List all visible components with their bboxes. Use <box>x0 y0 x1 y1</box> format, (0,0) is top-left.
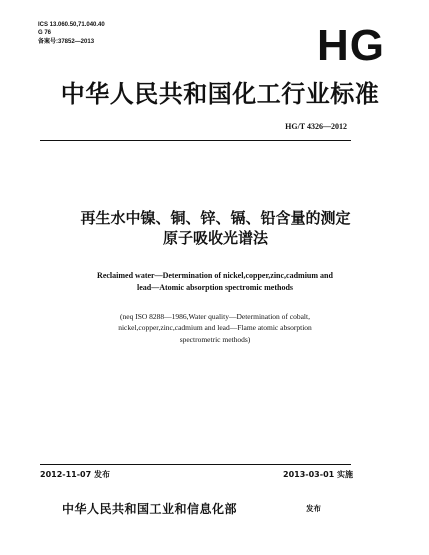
standard-number: HG/T 4326—2012 <box>285 122 347 131</box>
ccs-code: G 76 <box>38 30 52 36</box>
issue-date: 2012-11-07 发布 <box>40 470 110 479</box>
top-divider <box>40 140 351 141</box>
ics-code: ICS 13.060.50,71.040.40 <box>38 22 105 28</box>
record-number: 备案号:37852—2013 <box>38 39 95 45</box>
title-cn-line2: 原子吸收光谱法 <box>162 229 268 247</box>
title-en-line1: Reclaimed water—Determination of nickel,copper,zinc,cadmium and <box>97 271 333 280</box>
equivalence-note-line2: nickel,copper,zinc,cadmium and lead—Flame atomic absorption <box>118 323 312 332</box>
equivalence-note-line1: (neq ISO 8288—1986,Water quality—Determination of cobalt, <box>120 312 310 321</box>
implementation-date: 2013-03-01 实施 <box>283 470 353 479</box>
issuing-authority-suffix: 发布 <box>306 504 321 513</box>
title-cn-line1: 再生水中镍、铜、锌、镉、铅含量的测定 <box>80 209 351 227</box>
hg-logo: HG <box>317 21 385 70</box>
bottom-divider <box>40 464 351 465</box>
issuing-authority: 中华人民共和国工业和信息化部 <box>62 502 238 516</box>
title-en-line2: lead—Atomic absorption spectromic methods <box>136 283 294 292</box>
equivalence-note-line3: spectrometric methods) <box>179 335 251 344</box>
organization-title: 中华人民共和国化工行业标准 <box>60 80 380 108</box>
